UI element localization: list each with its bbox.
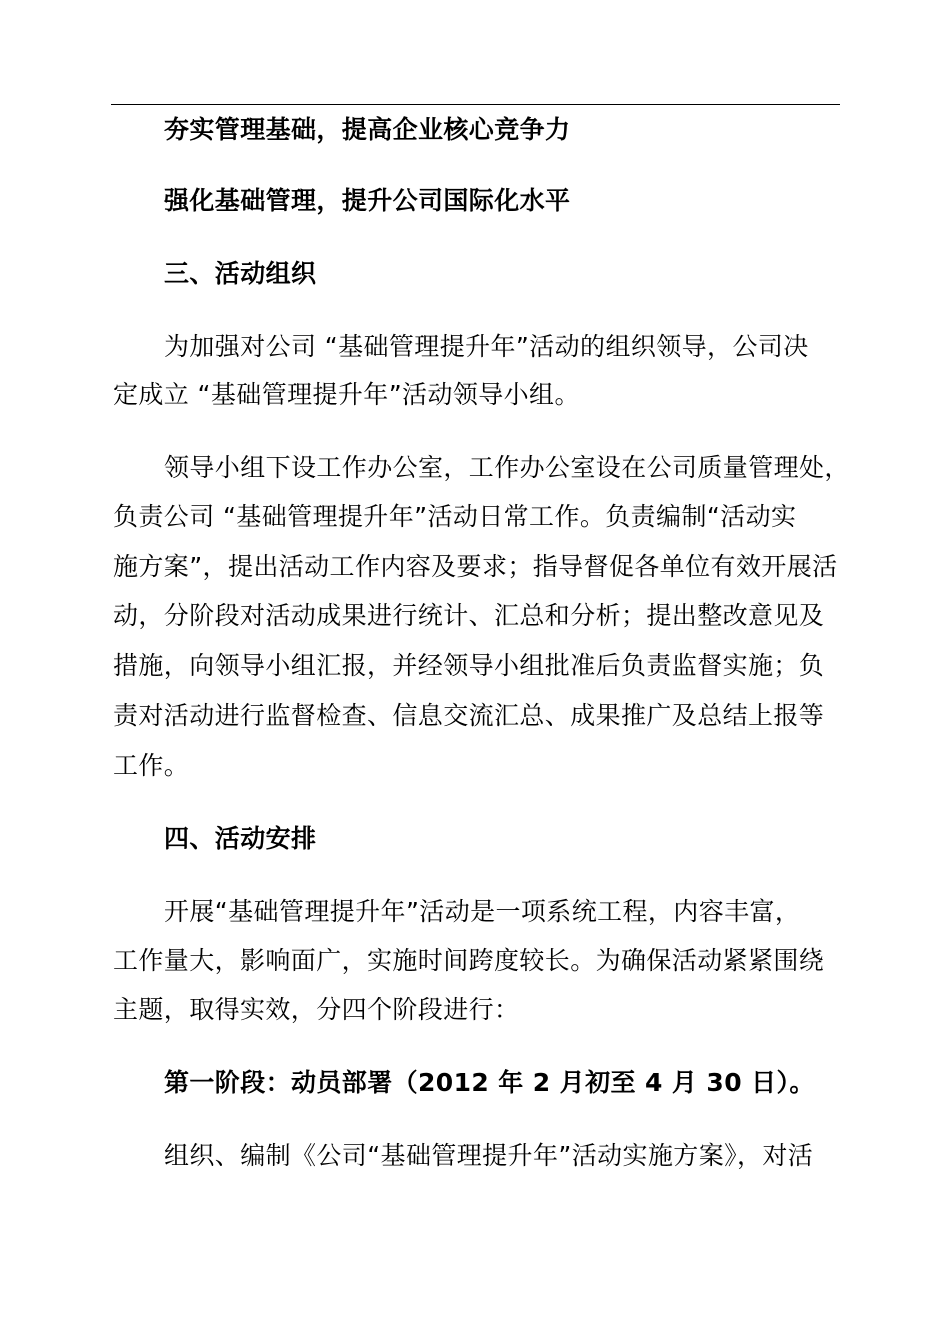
slogan-2: 强化基础管理，提升公司国际化水平: [164, 186, 571, 215]
paragraph-line: 定成立 “基础管理提升年”活动领导小组。: [113, 380, 580, 409]
phase-1-heading: 第一阶段：动员部署（2012 年 2 月初至 4 月 30 日）。: [164, 1068, 815, 1097]
paragraph-line: 负责公司 “基础管理提升年”活动日常工作。负责编制“活动实: [113, 502, 797, 531]
paragraph-line: 开展“基础管理提升年”活动是一项系统工程，内容丰富，: [164, 897, 801, 926]
paragraph-line: 为加强对公司 “基础管理提升年”活动的组织领导，公司决: [164, 332, 809, 361]
paragraph-line: 责对活动进行监督检查、信息交流汇总、成果推广及总结上报等: [113, 701, 825, 730]
paragraph-line: 动，分阶段对活动成果进行统计、汇总和分析；提出整改意见及: [113, 601, 825, 630]
section-heading-activity-organization: 三、活动组织: [164, 259, 317, 288]
paragraph-line: 主题，取得实效，分四个阶段进行：: [113, 995, 520, 1024]
header-rule: [111, 104, 840, 105]
paragraph-line: 工作量大，影响面广，实施时间跨度较长。为确保活动紧紧围绕: [113, 946, 825, 975]
paragraph-line: 组织、编制《公司“基础管理提升年”活动实施方案》，对活: [164, 1141, 814, 1170]
paragraph-line: 措施，向领导小组汇报，并经领导小组批准后负责监督实施；负: [113, 651, 825, 680]
paragraph-line: 施方案”，提出活动工作内容及要求；指导督促各单位有效开展活: [113, 552, 838, 581]
section-heading-activity-arrangement: 四、活动安排: [164, 824, 317, 853]
slogan-1: 夯实管理基础，提高企业核心竞争力: [164, 115, 571, 144]
paragraph-line: 领导小组下设工作办公室，工作办公室设在公司质量管理处，: [164, 453, 850, 482]
paragraph-line: 工作。: [113, 751, 190, 780]
